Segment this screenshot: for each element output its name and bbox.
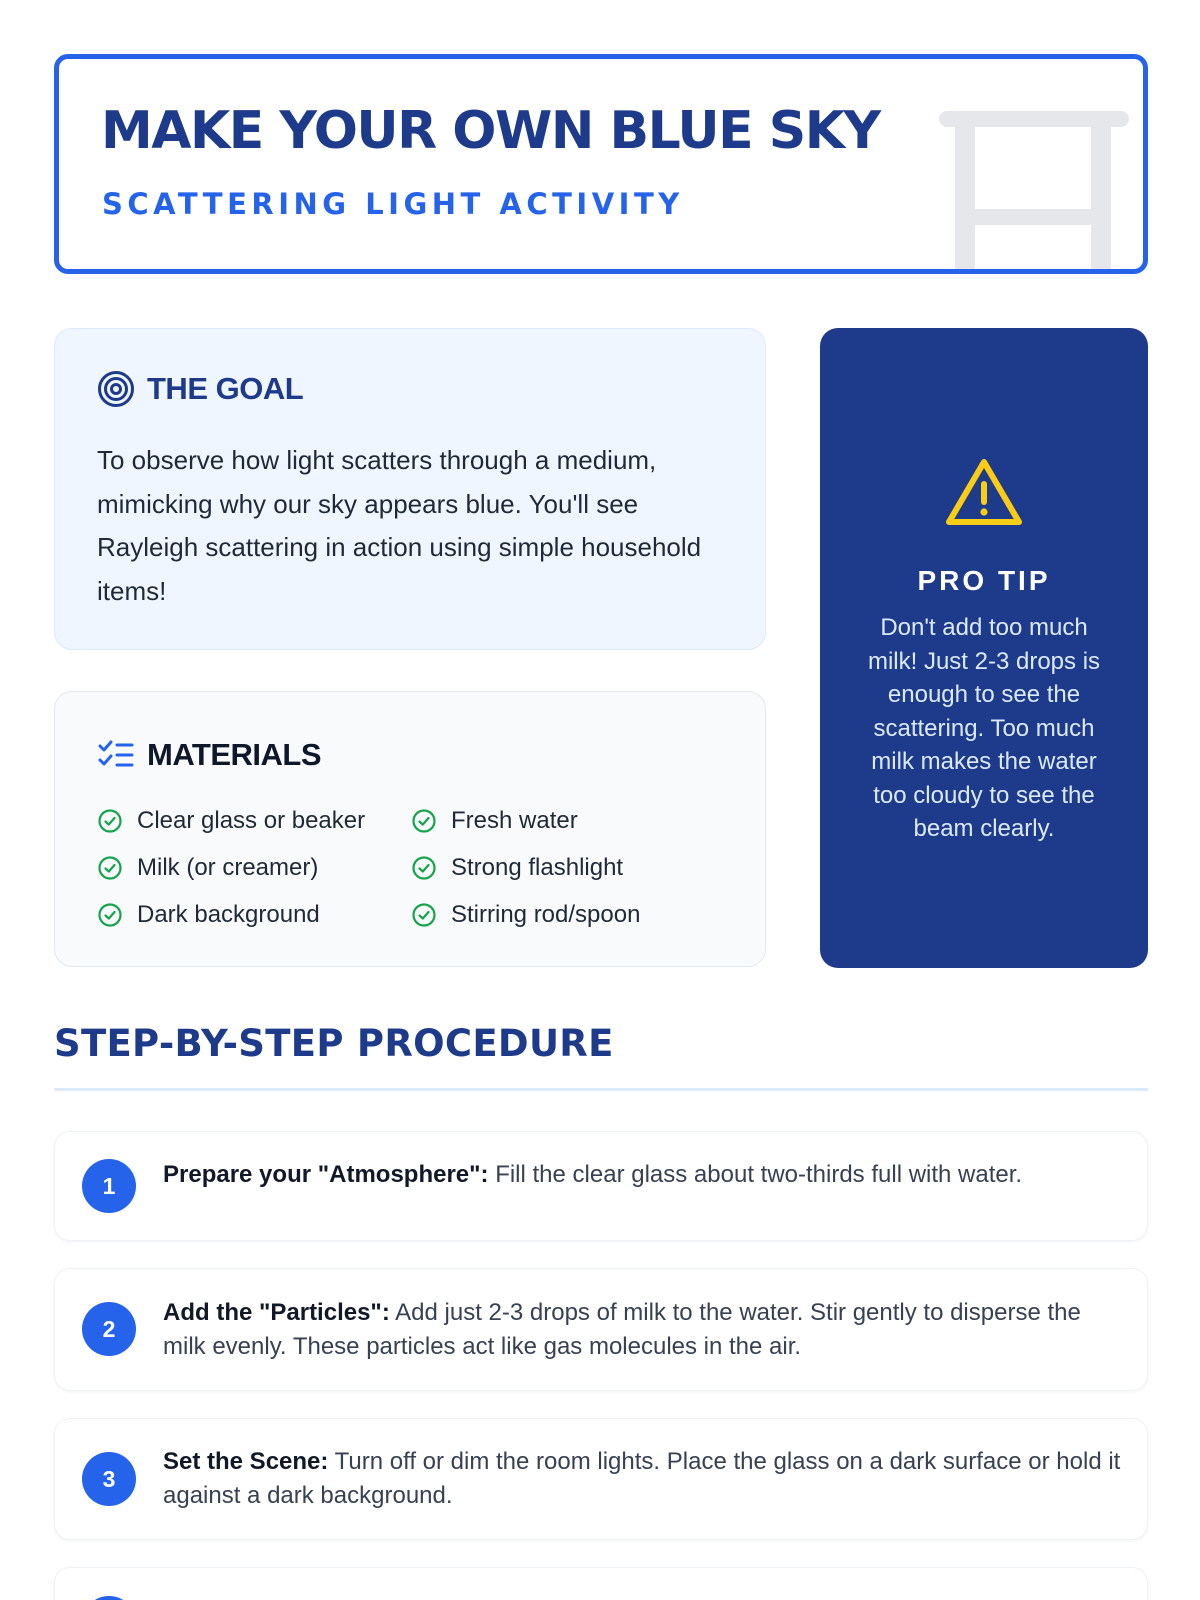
step-label: Prepare your "Atmosphere": [163, 1161, 489, 1188]
step-card [54, 1268, 1148, 1391]
material-item [411, 899, 725, 930]
step-label: Add the "Particles": [163, 1299, 390, 1326]
procedure-title: STEP-BY-STEP PROCEDURE [54, 1022, 614, 1065]
pro-tip-card [820, 328, 1148, 968]
material-item [97, 805, 411, 836]
material-label: Clear glass or beaker [137, 806, 366, 834]
step-description: Fill the clear glass about two-thirds full with water. [495, 1161, 1023, 1188]
step-description: Turn off or dim the room lights. Place the glass on a dark surface or hold it against a dark background. [163, 1448, 1121, 1509]
check-circle-icon [411, 808, 437, 834]
step-number-badge: 3 [82, 1452, 136, 1506]
page-subtitle: SCATTERING LIGHT ACTIVITY [102, 187, 684, 221]
step-number-badge: 2 [82, 1302, 136, 1356]
material-label: Fresh water [451, 806, 578, 834]
material-item [97, 852, 411, 883]
material-label: Dark background [137, 900, 320, 928]
check-circle-icon [97, 855, 123, 881]
step-card [54, 1418, 1148, 1540]
materials-list [97, 805, 737, 930]
check-circle-icon [97, 808, 123, 834]
material-label: Stirring rod/spoon [451, 900, 641, 928]
header-banner [54, 54, 1148, 274]
step-number-badge: 1 [82, 1159, 136, 1213]
step-card [54, 1567, 1148, 1600]
checklist-icon [97, 736, 135, 774]
material-item [411, 852, 725, 883]
material-item [411, 805, 725, 836]
materials-heading-label: MATERIALS [147, 737, 322, 772]
page-title: MAKE YOUR OWN BLUE SKY [101, 101, 880, 161]
pro-tip-title: PRO TIP [917, 565, 1051, 596]
check-circle-icon [411, 855, 437, 881]
pro-tip-text: Don't add too much milk! Just 2-3 drops is enough to see the scattering. Too much milk makes the water too cloudy to see the beam clearly. [867, 614, 1101, 842]
step-text [163, 1296, 1123, 1364]
materials-card [54, 691, 766, 967]
materials-heading [97, 736, 321, 774]
step-card [54, 1131, 1148, 1241]
step-text [163, 1158, 1123, 1192]
material-label: Milk (or creamer) [137, 853, 319, 881]
step-label: Set the Scene: [163, 1448, 329, 1475]
check-circle-icon [411, 902, 437, 928]
goal-heading [97, 370, 303, 408]
warning-triangle-icon [944, 456, 1024, 528]
goal-card [54, 328, 766, 650]
check-circle-icon [97, 902, 123, 928]
step-description: Add just 2-3 drops of milk to the water. Stir gently to disperse the milk evenly. These particles act like gas molecules in the air. [163, 1299, 1081, 1360]
target-icon [97, 370, 135, 408]
material-item [97, 899, 411, 930]
goal-heading-label: THE GOAL [147, 371, 304, 406]
lab-stand-icon [939, 101, 1129, 274]
step-number-badge [82, 1596, 136, 1600]
material-label: Strong flashlight [451, 853, 624, 881]
step-text [163, 1445, 1123, 1513]
section-divider [54, 1088, 1148, 1091]
goal-description: To observe how light scatters through a medium, mimicking why our sky appears blue. You'll see Rayleigh scattering in action using simple household items! [97, 445, 702, 606]
